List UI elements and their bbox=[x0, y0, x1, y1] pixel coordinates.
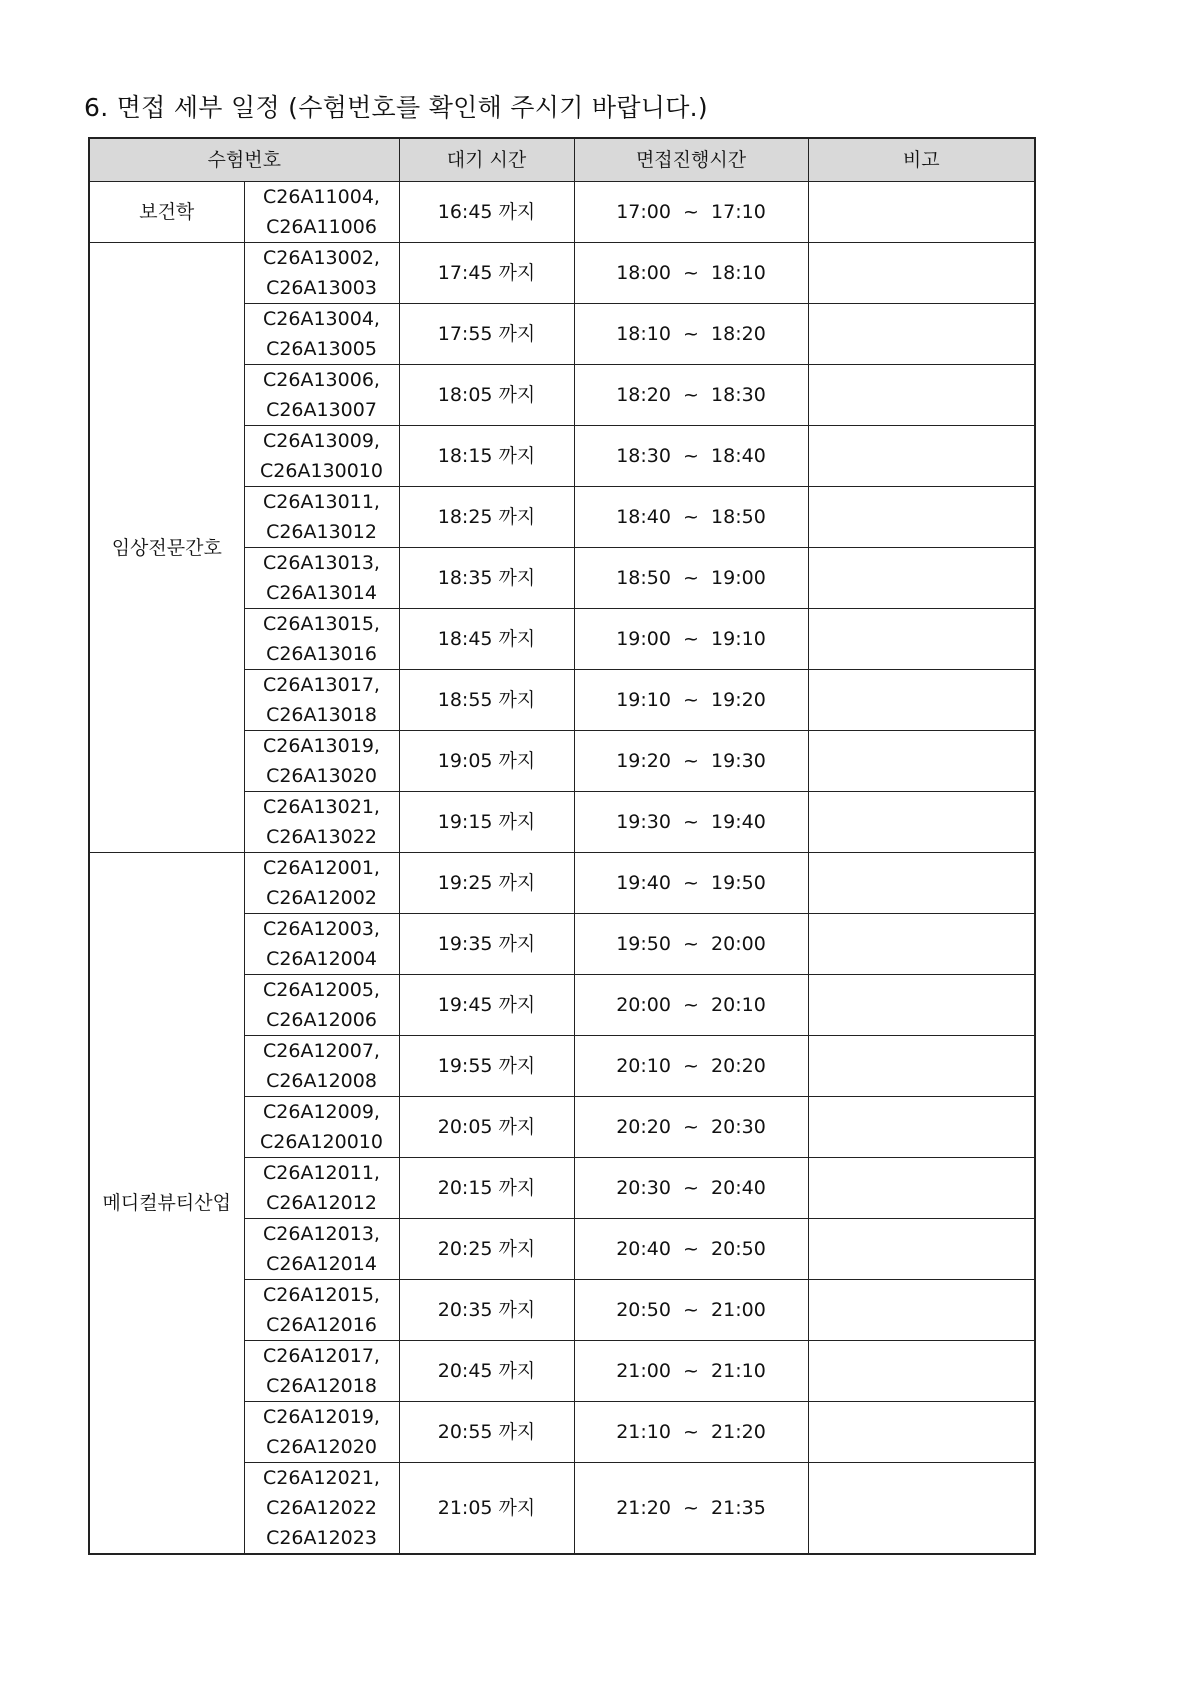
note-cell bbox=[808, 1158, 1035, 1219]
exam-number: C26A13012 bbox=[266, 521, 377, 543]
interview-schedule-table bbox=[88, 137, 1036, 1555]
section-heading: 6. 면접 세부 일정 (수험번호를 확인해 주시기 바랍니다.) bbox=[84, 93, 708, 122]
interview-time-cell: 20:20 ~ 20:30 bbox=[574, 1097, 808, 1158]
interview-time-cell: 19:00 ~ 19:10 bbox=[574, 609, 808, 670]
note-cell bbox=[808, 487, 1035, 548]
table-row bbox=[89, 853, 1035, 914]
exam-number: C26A12001, bbox=[263, 857, 380, 879]
exam-number: C26A13005 bbox=[266, 338, 377, 360]
note-cell bbox=[808, 1280, 1035, 1341]
exam-number: C26A130010 bbox=[260, 460, 383, 482]
wait-time-cell: 19:15 까지 bbox=[399, 792, 574, 853]
exam-number: C26A12020 bbox=[266, 1436, 377, 1458]
exam-number-cell bbox=[244, 1341, 399, 1402]
wait-time-cell: 16:45 까지 bbox=[399, 182, 574, 243]
header-interview-time: 면접진행시간 bbox=[574, 138, 808, 182]
note-cell bbox=[808, 1219, 1035, 1280]
exam-number-cell bbox=[244, 914, 399, 975]
interview-time-cell: 19:30 ~ 19:40 bbox=[574, 792, 808, 853]
note-cell bbox=[808, 1341, 1035, 1402]
exam-number: C26A120010 bbox=[260, 1131, 383, 1153]
exam-number-cell bbox=[244, 1280, 399, 1341]
exam-number: C26A12019, bbox=[263, 1406, 380, 1428]
note-cell bbox=[808, 182, 1035, 243]
note-cell bbox=[808, 914, 1035, 975]
exam-number: C26A13016 bbox=[266, 643, 377, 665]
wait-time-cell: 17:55 까지 bbox=[399, 304, 574, 365]
exam-number-cell bbox=[244, 609, 399, 670]
wait-time-cell: 18:55 까지 bbox=[399, 670, 574, 731]
note-cell bbox=[808, 365, 1035, 426]
wait-time-cell: 20:35 까지 bbox=[399, 1280, 574, 1341]
note-cell bbox=[808, 243, 1035, 304]
table-body bbox=[89, 182, 1035, 1555]
wait-time-cell: 18:15 까지 bbox=[399, 426, 574, 487]
exam-number: C26A13004, bbox=[263, 308, 380, 330]
interview-time-cell: 21:20 ~ 21:35 bbox=[574, 1463, 808, 1555]
exam-number: C26A12009, bbox=[263, 1101, 380, 1123]
exam-number-cell bbox=[244, 792, 399, 853]
wait-time-cell: 20:25 까지 bbox=[399, 1219, 574, 1280]
exam-number-cell bbox=[244, 1402, 399, 1463]
exam-number: C26A13017, bbox=[263, 674, 380, 696]
wait-time-cell: 19:35 까지 bbox=[399, 914, 574, 975]
department-cell: 임상전문간호 bbox=[89, 243, 244, 853]
interview-time-cell: 20:50 ~ 21:00 bbox=[574, 1280, 808, 1341]
interview-time-cell: 18:30 ~ 18:40 bbox=[574, 426, 808, 487]
exam-number-cell bbox=[244, 426, 399, 487]
exam-number-cell bbox=[244, 975, 399, 1036]
table-row bbox=[89, 243, 1035, 304]
exam-number: C26A12016 bbox=[266, 1314, 377, 1336]
exam-number: C26A12003, bbox=[263, 918, 380, 940]
exam-number-cell bbox=[244, 365, 399, 426]
note-cell bbox=[808, 1097, 1035, 1158]
wait-time-cell: 19:25 까지 bbox=[399, 853, 574, 914]
exam-number: C26A13002, bbox=[263, 247, 380, 269]
header-note: 비고 bbox=[808, 138, 1035, 182]
exam-number-cell bbox=[244, 1097, 399, 1158]
exam-number-cell bbox=[244, 670, 399, 731]
header-wait-time: 대기 시간 bbox=[399, 138, 574, 182]
exam-number: C26A13015, bbox=[263, 613, 380, 635]
exam-number: C26A12008 bbox=[266, 1070, 377, 1092]
wait-time-cell: 19:45 까지 bbox=[399, 975, 574, 1036]
interview-time-cell: 18:20 ~ 18:30 bbox=[574, 365, 808, 426]
exam-number: C26A12011, bbox=[263, 1162, 380, 1184]
note-cell bbox=[808, 1036, 1035, 1097]
interview-time-cell: 18:40 ~ 18:50 bbox=[574, 487, 808, 548]
wait-time-cell: 19:05 까지 bbox=[399, 731, 574, 792]
exam-number: C26A12015, bbox=[263, 1284, 380, 1306]
interview-time-cell: 21:00 ~ 21:10 bbox=[574, 1341, 808, 1402]
exam-number: C26A11004, bbox=[263, 186, 380, 208]
interview-time-cell: 17:00 ~ 17:10 bbox=[574, 182, 808, 243]
exam-number: C26A12004 bbox=[266, 948, 377, 970]
exam-number: C26A13007 bbox=[266, 399, 377, 421]
exam-number: C26A13011, bbox=[263, 491, 380, 513]
interview-time-cell: 19:10 ~ 19:20 bbox=[574, 670, 808, 731]
exam-number-cell bbox=[244, 1463, 399, 1555]
exam-number: C26A13020 bbox=[266, 765, 377, 787]
exam-number-cell bbox=[244, 853, 399, 914]
exam-number: C26A13006, bbox=[263, 369, 380, 391]
exam-number: C26A13021, bbox=[263, 796, 380, 818]
note-cell bbox=[808, 609, 1035, 670]
note-cell bbox=[808, 670, 1035, 731]
department-cell: 보건학 bbox=[89, 182, 244, 243]
exam-number-cell bbox=[244, 304, 399, 365]
exam-number-cell bbox=[244, 731, 399, 792]
note-cell bbox=[808, 1402, 1035, 1463]
wait-time-cell: 20:55 까지 bbox=[399, 1402, 574, 1463]
exam-number-cell bbox=[244, 1158, 399, 1219]
note-cell bbox=[808, 426, 1035, 487]
exam-number: C26A12023 bbox=[266, 1527, 377, 1549]
exam-number: C26A13013, bbox=[263, 552, 380, 574]
exam-number: C26A12013, bbox=[263, 1223, 380, 1245]
exam-number: C26A11006 bbox=[266, 216, 377, 238]
interview-time-cell: 20:00 ~ 20:10 bbox=[574, 975, 808, 1036]
wait-time-cell: 17:45 까지 bbox=[399, 243, 574, 304]
exam-number: C26A12018 bbox=[266, 1375, 377, 1397]
note-cell bbox=[808, 975, 1035, 1036]
note-cell bbox=[808, 731, 1035, 792]
exam-number-cell bbox=[244, 243, 399, 304]
wait-time-cell: 20:05 까지 bbox=[399, 1097, 574, 1158]
note-cell bbox=[808, 853, 1035, 914]
wait-time-cell: 18:45 까지 bbox=[399, 609, 574, 670]
exam-number: C26A12022 bbox=[266, 1497, 377, 1519]
interview-time-cell: 19:50 ~ 20:00 bbox=[574, 914, 808, 975]
wait-time-cell: 20:15 까지 bbox=[399, 1158, 574, 1219]
exam-number: C26A12007, bbox=[263, 1040, 380, 1062]
exam-number-cell bbox=[244, 1036, 399, 1097]
interview-time-cell: 20:10 ~ 20:20 bbox=[574, 1036, 808, 1097]
exam-number-cell bbox=[244, 548, 399, 609]
wait-time-cell: 18:25 까지 bbox=[399, 487, 574, 548]
table-header-row bbox=[89, 138, 1035, 182]
exam-number: C26A13019, bbox=[263, 735, 380, 757]
wait-time-cell: 19:55 까지 bbox=[399, 1036, 574, 1097]
note-cell bbox=[808, 1463, 1035, 1555]
exam-number: C26A12006 bbox=[266, 1009, 377, 1031]
interview-time-cell: 21:10 ~ 21:20 bbox=[574, 1402, 808, 1463]
exam-number-cell bbox=[244, 1219, 399, 1280]
note-cell bbox=[808, 548, 1035, 609]
table-row bbox=[89, 182, 1035, 243]
exam-number: C26A12017, bbox=[263, 1345, 380, 1367]
exam-number: C26A13018 bbox=[266, 704, 377, 726]
note-cell bbox=[808, 792, 1035, 853]
note-cell bbox=[808, 304, 1035, 365]
interview-time-cell: 18:50 ~ 19:00 bbox=[574, 548, 808, 609]
wait-time-cell: 18:35 까지 bbox=[399, 548, 574, 609]
exam-number: C26A12005, bbox=[263, 979, 380, 1001]
interview-time-cell: 19:40 ~ 19:50 bbox=[574, 853, 808, 914]
interview-time-cell: 20:40 ~ 20:50 bbox=[574, 1219, 808, 1280]
interview-time-cell: 18:00 ~ 18:10 bbox=[574, 243, 808, 304]
interview-time-cell: 18:10 ~ 18:20 bbox=[574, 304, 808, 365]
exam-number: C26A12014 bbox=[266, 1253, 377, 1275]
exam-number: C26A12021, bbox=[263, 1467, 380, 1489]
exam-number: C26A13014 bbox=[266, 582, 377, 604]
exam-number: C26A12002 bbox=[266, 887, 377, 909]
wait-time-cell: 20:45 까지 bbox=[399, 1341, 574, 1402]
exam-number: C26A13022 bbox=[266, 826, 377, 848]
wait-time-cell: 21:05 까지 bbox=[399, 1463, 574, 1555]
exam-number: C26A13003 bbox=[266, 277, 377, 299]
wait-time-cell: 18:05 까지 bbox=[399, 365, 574, 426]
exam-number-cell bbox=[244, 182, 399, 243]
exam-number: C26A13009, bbox=[263, 430, 380, 452]
header-exam-number: 수험번호 bbox=[89, 138, 399, 182]
exam-number-cell bbox=[244, 487, 399, 548]
interview-time-cell: 20:30 ~ 20:40 bbox=[574, 1158, 808, 1219]
interview-time-cell: 19:20 ~ 19:30 bbox=[574, 731, 808, 792]
exam-number: C26A12012 bbox=[266, 1192, 377, 1214]
department-cell: 메디컬뷰티산업 bbox=[89, 853, 244, 1555]
